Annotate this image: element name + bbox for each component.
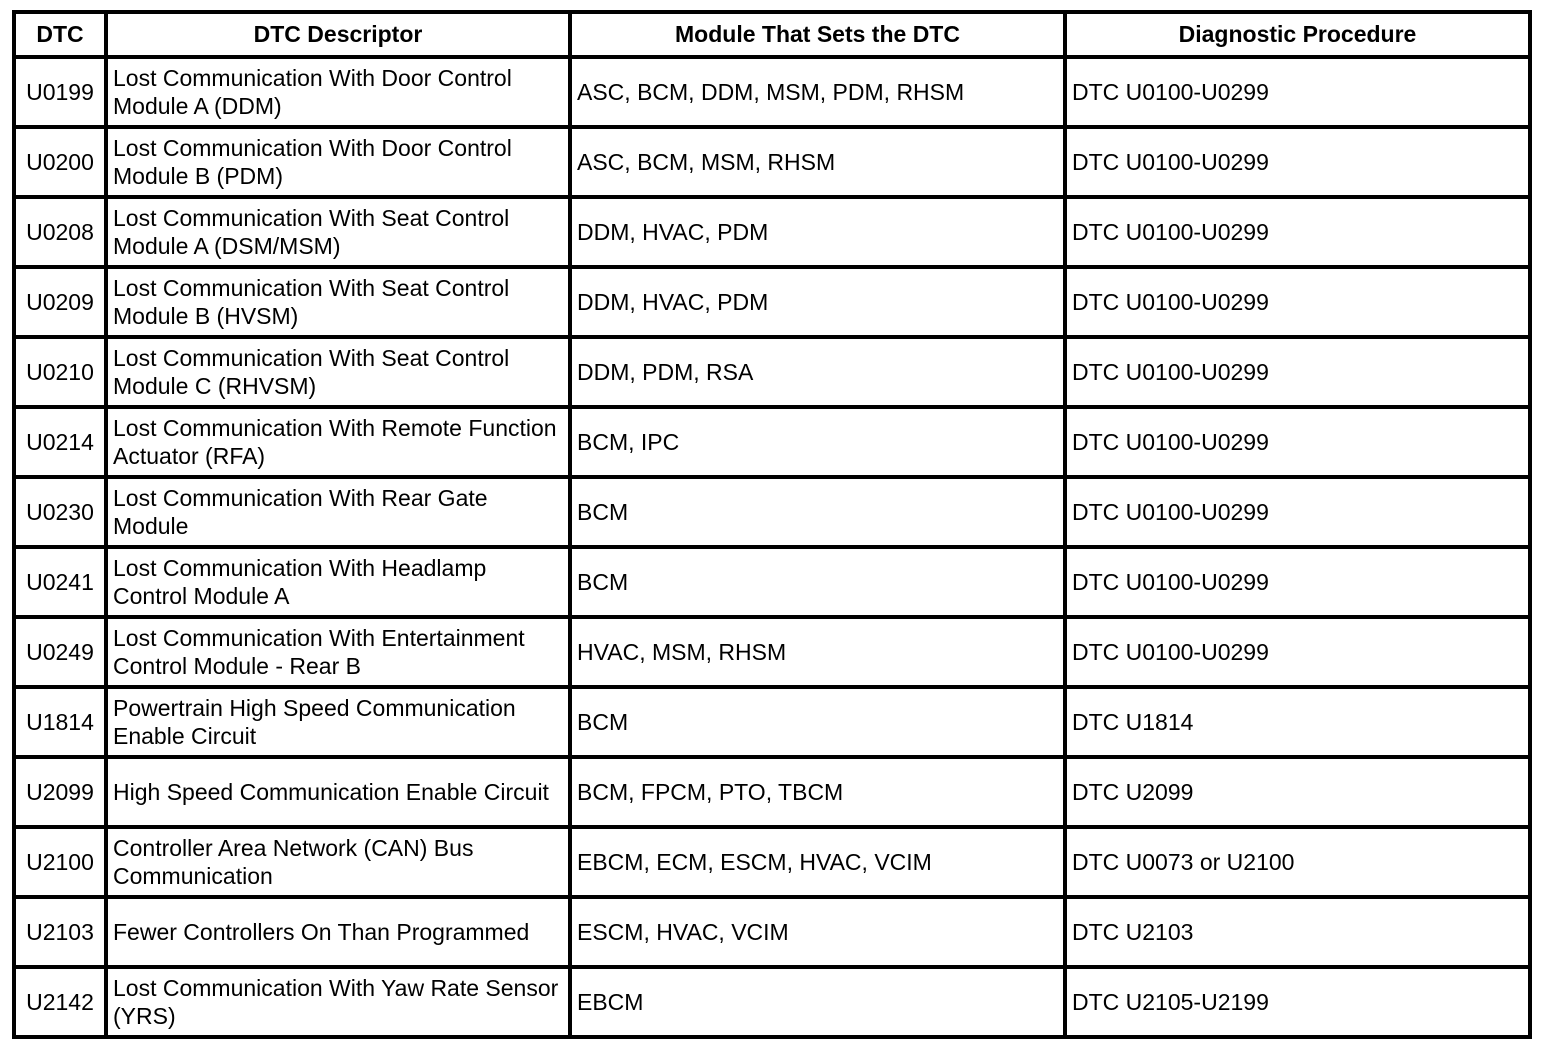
dtc-code: U0199 bbox=[14, 57, 106, 127]
setting-module: HVAC, MSM, RHSM bbox=[570, 617, 1065, 687]
dtc-table bbox=[12, 10, 1532, 1039]
setting-module: BCM, IPC bbox=[570, 407, 1065, 477]
setting-module: ASC, BCM, MSM, RHSM bbox=[570, 127, 1065, 197]
table-row bbox=[14, 477, 1530, 547]
setting-module: EBCM, ECM, ESCM, HVAC, VCIM bbox=[570, 827, 1065, 897]
dtc-code: U2142 bbox=[14, 967, 106, 1037]
diagnostic-procedure: DTC U0073 or U2100 bbox=[1065, 827, 1530, 897]
setting-module: BCM, FPCM, PTO, TBCM bbox=[570, 757, 1065, 827]
dtc-code: U0209 bbox=[14, 267, 106, 337]
diagnostic-procedure: DTC U2099 bbox=[1065, 757, 1530, 827]
diagnostic-procedure: DTC U1814 bbox=[1065, 687, 1530, 757]
diagnostic-procedure: DTC U0100-U0299 bbox=[1065, 57, 1530, 127]
dtc-descriptor: High Speed Communication Enable Circuit bbox=[106, 757, 570, 827]
dtc-code: U2103 bbox=[14, 897, 106, 967]
dtc-code: U0200 bbox=[14, 127, 106, 197]
table-row bbox=[14, 897, 1530, 967]
diagnostic-procedure: DTC U0100-U0299 bbox=[1065, 407, 1530, 477]
table-row bbox=[14, 337, 1530, 407]
header-module: Module That Sets the DTC bbox=[570, 12, 1065, 57]
dtc-descriptor: Lost Communication With Seat Control Module A (DSM/MSM) bbox=[106, 197, 570, 267]
header-procedure: Diagnostic Procedure bbox=[1065, 12, 1530, 57]
diagnostic-procedure: DTC U0100-U0299 bbox=[1065, 617, 1530, 687]
setting-module: BCM bbox=[570, 547, 1065, 617]
setting-module: DDM, HVAC, PDM bbox=[570, 197, 1065, 267]
diagnostic-procedure: DTC U0100-U0299 bbox=[1065, 547, 1530, 617]
table-row bbox=[14, 617, 1530, 687]
dtc-descriptor: Fewer Controllers On Than Programmed bbox=[106, 897, 570, 967]
diagnostic-procedure: DTC U0100-U0299 bbox=[1065, 197, 1530, 267]
dtc-descriptor: Lost Communication With Seat Control Module B (HVSM) bbox=[106, 267, 570, 337]
diagnostic-procedure: DTC U0100-U0299 bbox=[1065, 267, 1530, 337]
dtc-code: U0230 bbox=[14, 477, 106, 547]
dtc-code: U2099 bbox=[14, 757, 106, 827]
table-row bbox=[14, 967, 1530, 1037]
table-row bbox=[14, 687, 1530, 757]
table-row bbox=[14, 197, 1530, 267]
dtc-descriptor: Lost Communication With Rear Gate Module bbox=[106, 477, 570, 547]
header-dtc: DTC bbox=[14, 12, 106, 57]
dtc-descriptor: Lost Communication With Seat Control Module C (RHVSM) bbox=[106, 337, 570, 407]
diagnostic-procedure: DTC U0100-U0299 bbox=[1065, 477, 1530, 547]
dtc-descriptor: Lost Communication With Remote Function Actuator (RFA) bbox=[106, 407, 570, 477]
diagnostic-procedure: DTC U0100-U0299 bbox=[1065, 127, 1530, 197]
setting-module: BCM bbox=[570, 687, 1065, 757]
table-row bbox=[14, 547, 1530, 617]
diagnostic-procedure: DTC U2103 bbox=[1065, 897, 1530, 967]
table-row bbox=[14, 757, 1530, 827]
header-row bbox=[14, 12, 1530, 57]
setting-module: ASC, BCM, DDM, MSM, PDM, RHSM bbox=[570, 57, 1065, 127]
table-row bbox=[14, 267, 1530, 337]
diagnostic-procedure: DTC U0100-U0299 bbox=[1065, 337, 1530, 407]
setting-module: EBCM bbox=[570, 967, 1065, 1037]
dtc-table-container bbox=[12, 10, 1528, 1039]
table-header bbox=[14, 12, 1530, 57]
dtc-descriptor: Lost Communication With Yaw Rate Sensor (YRS) bbox=[106, 967, 570, 1037]
dtc-code: U1814 bbox=[14, 687, 106, 757]
table-row bbox=[14, 407, 1530, 477]
table-row bbox=[14, 127, 1530, 197]
dtc-code: U0208 bbox=[14, 197, 106, 267]
header-descriptor: DTC Descriptor bbox=[106, 12, 570, 57]
dtc-descriptor: Lost Communication With Entertainment Control Module - Rear B bbox=[106, 617, 570, 687]
setting-module: ESCM, HVAC, VCIM bbox=[570, 897, 1065, 967]
diagnostic-procedure: DTC U2105-U2199 bbox=[1065, 967, 1530, 1037]
dtc-code: U0210 bbox=[14, 337, 106, 407]
setting-module: BCM bbox=[570, 477, 1065, 547]
table-row bbox=[14, 57, 1530, 127]
dtc-code: U0214 bbox=[14, 407, 106, 477]
table-body bbox=[14, 57, 1530, 1037]
setting-module: DDM, HVAC, PDM bbox=[570, 267, 1065, 337]
dtc-descriptor: Lost Communication With Door Control Module B (PDM) bbox=[106, 127, 570, 197]
dtc-descriptor: Powertrain High Speed Communication Enable Circuit bbox=[106, 687, 570, 757]
setting-module: DDM, PDM, RSA bbox=[570, 337, 1065, 407]
dtc-descriptor: Controller Area Network (CAN) Bus Communication bbox=[106, 827, 570, 897]
dtc-code: U0249 bbox=[14, 617, 106, 687]
dtc-code: U0241 bbox=[14, 547, 106, 617]
dtc-descriptor: Lost Communication With Door Control Module A (DDM) bbox=[106, 57, 570, 127]
table-row bbox=[14, 827, 1530, 897]
dtc-descriptor: Lost Communication With Headlamp Control Module A bbox=[106, 547, 570, 617]
dtc-code: U2100 bbox=[14, 827, 106, 897]
